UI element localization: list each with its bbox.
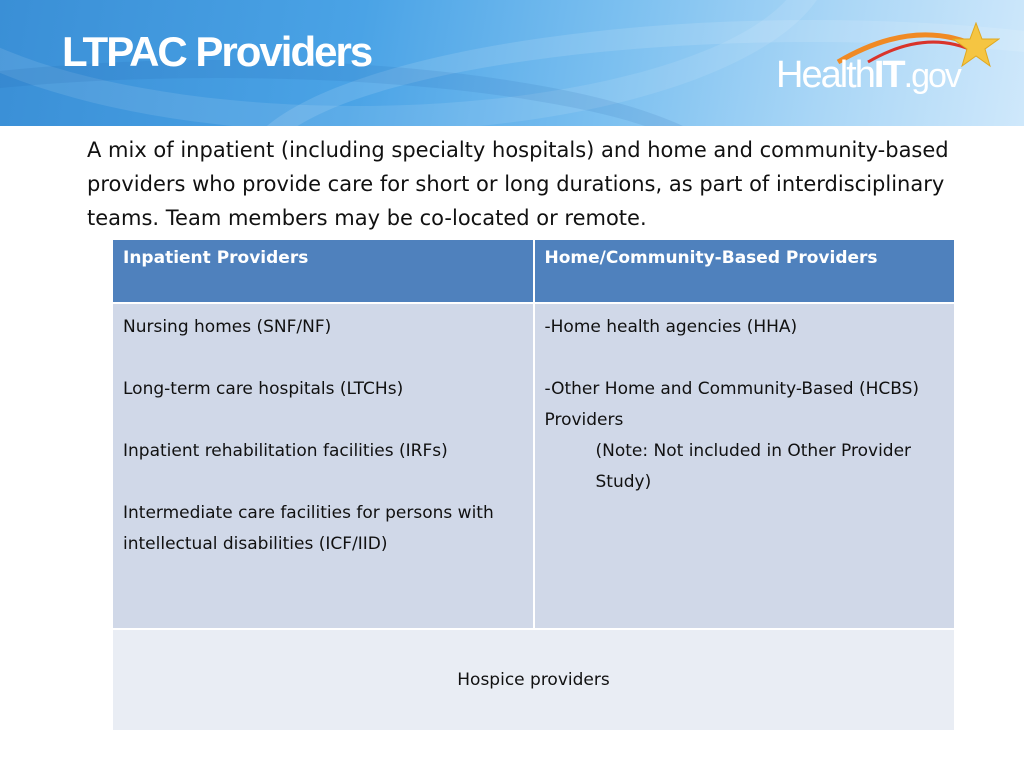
header-inpatient: Inpatient Providers	[112, 239, 534, 303]
table-header-row	[112, 239, 955, 303]
logo-gov: .gov	[903, 57, 960, 95]
providers-table	[111, 238, 956, 732]
header-home-community: Home/Community-Based Providers	[534, 239, 956, 303]
healthit-logo	[776, 22, 1000, 112]
slide-title: LTPAC Providers	[62, 28, 372, 75]
list-item: Nursing homes (SNF/NF)	[123, 317, 332, 337]
list-item: -Home health agencies (HHA)	[544, 317, 798, 337]
note-text: (Note: Not included in Other Provider Study)	[595, 441, 912, 492]
home-community-cell	[534, 303, 956, 629]
intro-paragraph: A mix of inpatient (including specialty hospitals) and home and community-based providers who provide care for short or long durations, as part of interdisciplinary teams. Team members may be co-located or remote.	[87, 138, 949, 230]
list-item: Inpatient rehabilitation facilities (IRFs)	[123, 441, 448, 461]
list-item: Intermediate care facilities for persons with intellectual disabilities (ICF/IID)	[123, 503, 494, 554]
inpatient-cell	[112, 303, 534, 629]
logo-wordmark	[776, 54, 960, 97]
logo-health: Health	[776, 54, 874, 96]
table-footer-row	[112, 629, 955, 731]
list-item: -Other Home and Community-Based (HCBS) Providers	[544, 379, 920, 430]
hospice-cell: Hospice providers	[112, 629, 955, 731]
logo-it: IT	[873, 54, 904, 96]
list-item: Long-term care hospitals (LTCHs)	[123, 379, 404, 399]
title-banner	[0, 0, 1024, 126]
table-row	[112, 303, 955, 629]
